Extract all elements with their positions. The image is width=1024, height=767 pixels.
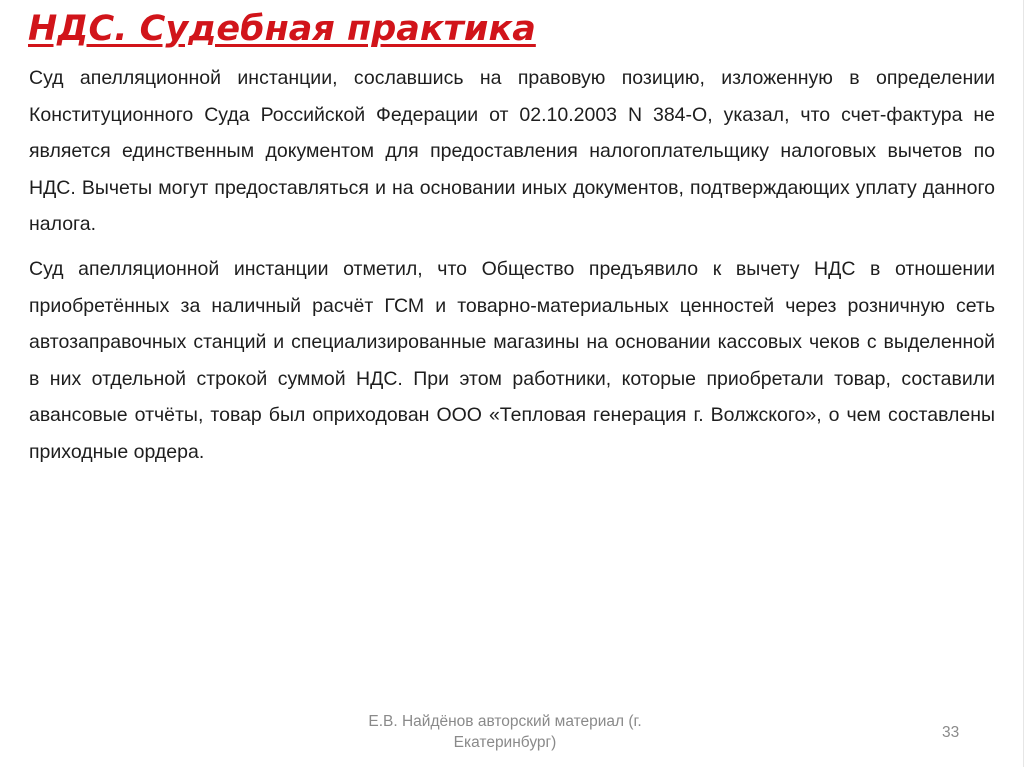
slide-title: НДС. Судебная практика — [28, 9, 536, 49]
paragraph-2: Суд апелляционной инстанции отметил, что Общество предъявило к вычету НДС в отношении приобретённых за наличный расчёт ГСМ и товарно-материальных ценностей через розничную сеть автозаправочных станций и специализированные магазины на основании кассовых чеков с выделенной в них отдельной строкой суммой НДС. При этом работники, которые приобретали товар, составили авансовые отчёты, товар был оприходован ООО «Тепловая генерация г. Волжского», о чем составлены приходные ордера. — [29, 257, 995, 463]
footer-line-1: Е.В. Найдёнов авторский материал (г. — [368, 713, 642, 730]
slide-body — [29, 60, 995, 479]
page-number: 33 — [942, 724, 960, 741]
footer-line-2: Екатеринбург) — [453, 734, 557, 751]
paragraph-1: Суд апелляционной инстанции, сославшись на правовую позицию, изложенную в определении Конституционного Суда Российской Федерации от 02.10.2003 N 384-О, указал, что счет-фактура не является единственным документом для предоставления налогоплательщику налоговых вычетов по НДС. Вычеты могут предоставляться и на основании иных документов, подтверждающих уплату данного налога. — [29, 67, 995, 236]
footer-author — [340, 711, 670, 753]
